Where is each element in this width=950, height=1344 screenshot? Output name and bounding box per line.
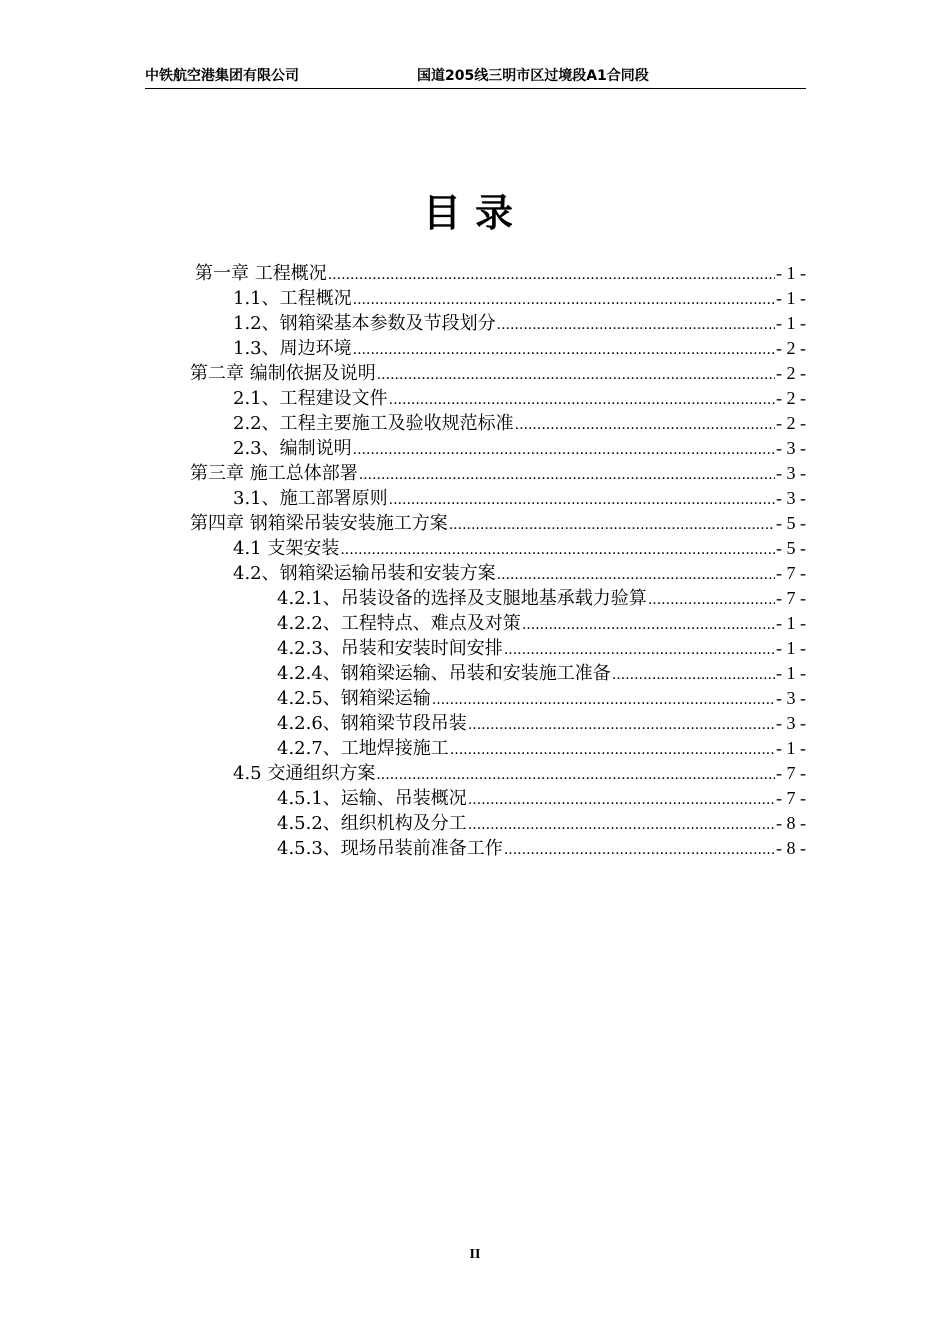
toc-item-label: 4.2.4、钢箱梁运输、吊装和安装施工准备 <box>277 663 611 684</box>
toc-item[interactable] <box>233 536 806 561</box>
toc-item-label: 4.5.2、组织机构及分工 <box>277 813 467 834</box>
toc-item-page: - 7 - <box>776 563 806 583</box>
toc-item[interactable] <box>277 711 806 736</box>
toc-item-page: - 1 - <box>776 613 806 633</box>
toc-leader <box>377 363 775 388</box>
toc-item[interactable] <box>190 461 806 486</box>
toc-item-page: - 2 - <box>776 413 806 433</box>
page-title: 目录 <box>422 191 527 235</box>
toc-item[interactable] <box>233 386 806 411</box>
toc-item-page: - 2 - <box>776 363 806 383</box>
toc-leader <box>389 388 775 413</box>
toc-item-page: - 5 - <box>776 538 806 558</box>
toc-item-page: - 3 - <box>776 463 806 483</box>
toc-item-page: - 7 - <box>776 588 806 608</box>
toc-item[interactable] <box>233 311 806 336</box>
toc-item[interactable] <box>277 661 806 686</box>
toc-item-page: - 1 - <box>776 638 806 658</box>
toc-item-label: 1.2、钢箱梁基本参数及节段划分 <box>233 313 496 334</box>
toc-item[interactable] <box>233 561 806 586</box>
toc-leader <box>468 788 775 813</box>
toc-item-label: 第一章 工程概况 <box>195 263 327 284</box>
header-project: 国道205线三明市区过境段A1合同段 <box>417 68 649 84</box>
toc-item[interactable] <box>277 686 806 711</box>
toc-item[interactable] <box>277 836 806 861</box>
page-header <box>145 66 806 89</box>
toc-leader <box>389 488 775 513</box>
toc-item-page: - 5 - <box>776 513 806 533</box>
toc-item[interactable] <box>195 261 806 286</box>
toc-leader <box>515 413 775 438</box>
toc-item-page: - 3 - <box>776 713 806 733</box>
toc-item-page: - 3 - <box>776 438 806 458</box>
header-company: 中铁航空港集团有限公司 <box>145 68 299 84</box>
toc-item-label: 2.2、工程主要施工及验收规范标准 <box>233 413 514 434</box>
toc-item-page: - 1 - <box>776 663 806 683</box>
toc-item[interactable] <box>190 511 806 536</box>
toc-item-label: 4.2.3、吊装和安装时间安排 <box>277 638 503 659</box>
toc-item-label: 3.1、施工部署原则 <box>233 488 388 509</box>
toc-leader <box>522 613 775 638</box>
toc-item-page: - 3 - <box>776 688 806 708</box>
toc-item[interactable] <box>233 286 806 311</box>
toc-leader <box>468 813 775 838</box>
toc-item-label: 4.2.6、钢箱梁节段吊装 <box>277 713 467 734</box>
toc-leader <box>376 763 775 788</box>
toc-leader <box>504 838 775 863</box>
toc-leader <box>504 638 775 663</box>
toc-item-label: 4.5.3、现场吊装前准备工作 <box>277 838 503 859</box>
toc-leader <box>449 513 775 538</box>
toc-item[interactable] <box>277 636 806 661</box>
toc-item-page: - 1 - <box>776 263 806 283</box>
toc-item-page: - 7 - <box>776 788 806 808</box>
toc-item[interactable] <box>233 436 806 461</box>
toc-leader <box>353 438 775 463</box>
toc-item-label: 4.5.1、运输、吊装概况 <box>277 788 467 809</box>
toc-item-page: - 2 - <box>776 338 806 358</box>
toc-item[interactable] <box>277 586 806 611</box>
toc-leader <box>359 463 775 488</box>
toc-item-page: - 1 - <box>776 288 806 308</box>
toc-leader <box>340 538 775 563</box>
toc-item-label: 4.2.2、工程特点、难点及对策 <box>277 613 521 634</box>
toc-item-label: 4.2、钢箱梁运输吊装和安装方案 <box>233 563 496 584</box>
toc-item[interactable] <box>233 336 806 361</box>
toc-item[interactable] <box>277 611 806 636</box>
toc-leader <box>432 688 775 713</box>
toc-item-page: - 3 - <box>776 488 806 508</box>
toc-item-page: - 7 - <box>776 763 806 783</box>
toc-item-page: - 8 - <box>776 838 806 858</box>
page-number: II <box>469 1247 481 1262</box>
toc-item-label: 4.5 交通组织方案 <box>233 763 376 784</box>
toc-item[interactable] <box>277 786 806 811</box>
toc-leader <box>612 663 775 688</box>
toc-item[interactable] <box>277 811 806 836</box>
toc-item-page: - 1 - <box>776 313 806 333</box>
toc-leader <box>497 313 775 338</box>
toc-item[interactable] <box>277 736 806 761</box>
toc-item[interactable] <box>190 361 806 386</box>
toc-item[interactable] <box>233 761 806 786</box>
toc-item[interactable] <box>233 411 806 436</box>
toc-leader <box>468 713 775 738</box>
toc-item-label: 1.3、周边环境 <box>233 338 352 359</box>
toc-item-label: 4.2.1、吊装设备的选择及支腿地基承载力验算 <box>277 588 647 609</box>
toc-item-label: 第三章 施工总体部署 <box>190 463 358 484</box>
toc-item-label: 2.3、编制说明 <box>233 438 352 459</box>
toc-item-label: 第四章 钢箱梁吊装安装施工方案 <box>190 513 448 534</box>
toc-item-page: - 1 - <box>776 738 806 758</box>
toc-leader <box>648 588 775 613</box>
toc-item-label: 1.1、工程概况 <box>233 288 352 309</box>
toc-item-label: 第二章 编制依据及说明 <box>190 363 376 384</box>
toc-item-label: 2.1、工程建设文件 <box>233 388 388 409</box>
toc-item-page: - 8 - <box>776 813 806 833</box>
toc-leader <box>450 738 775 763</box>
toc-leader <box>353 288 775 313</box>
toc-item-page: - 2 - <box>776 388 806 408</box>
toc-item-label: 4.2.7、工地焊接施工 <box>277 738 449 759</box>
toc-leader <box>328 263 775 288</box>
toc-leader <box>353 338 775 363</box>
toc-item-label: 4.1 支架安装 <box>233 538 340 559</box>
toc-leader <box>497 563 775 588</box>
toc-item-label: 4.2.5、钢箱梁运输 <box>277 688 431 709</box>
toc-item[interactable] <box>233 486 806 511</box>
